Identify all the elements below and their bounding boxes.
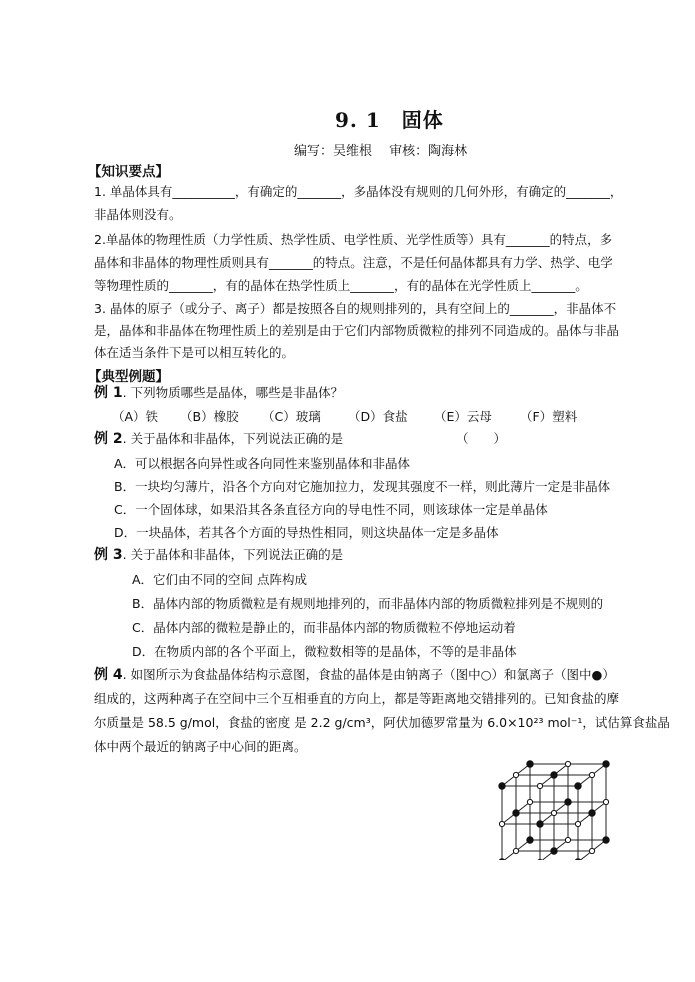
example-4-line1 — [94, 668, 615, 682]
sodium-ion — [565, 837, 570, 842]
chloride-ion — [603, 761, 609, 767]
chloride-ion — [499, 859, 505, 860]
example-2-option-c: C．一个固体球，如果沿其各条直径方向的导电性不同，则该球体一定是单晶体 — [114, 502, 548, 517]
sodium-ion — [537, 859, 542, 860]
example-3-option-b: B．晶体内部的物质微粒是有规则地排列的，而非晶体内部的物质微粒排列是不规则的 — [132, 596, 604, 611]
sodium-ion — [537, 783, 542, 788]
section-heading-examples: 【典型例题】 — [88, 369, 169, 385]
chloride-ion — [589, 810, 595, 816]
example-4-label: 例 4 — [94, 667, 123, 683]
chloride-ion — [565, 799, 571, 805]
chloride-ion — [499, 783, 505, 789]
knowledge-p3-line2: 是，晶体和非晶体在物理性质上的差别是由于它们内部物质微粒的排列不同造成的。晶体与非晶 — [94, 323, 620, 338]
sodium-ion — [589, 848, 594, 853]
example-2-label: 例 2 — [94, 431, 123, 447]
example-1-option-e: （E）云母 — [434, 409, 492, 424]
example-1-option-d: （D）食盐 — [348, 409, 408, 424]
knowledge-p1-line1: 1. 单晶体具有__________，有确定的_______，多晶体没有规则的几何外形，有确定的_______， — [94, 184, 623, 199]
knowledge-p1-line2: 非晶体则没有。 — [94, 207, 182, 222]
sodium-ion — [575, 821, 580, 826]
example-2-text: . 关于晶体和非晶体，下列说法正确的是 — [122, 431, 344, 446]
sodium-ion — [565, 761, 570, 766]
nacl-crystal-lattice-diagram — [496, 750, 616, 860]
example-3-text: . 关于晶体和非晶体，下列说法正确的是 — [122, 547, 344, 562]
sodium-ion — [499, 821, 504, 826]
knowledge-p2-line2: 晶体和非晶体的物理性质则具有_______的特点。注意，不是任何晶体都具有力学、热学、电学 — [94, 255, 613, 270]
chloride-ion — [551, 772, 557, 778]
chloride-ion — [575, 859, 581, 860]
example-2-option-b: B．一块均匀薄片，沿各个方向对它施加拉力，发现其强度不一样，则此薄片一定是非晶体 — [114, 479, 611, 494]
example-3-option-c: C．晶体内部的微粒是静止的，而非晶体内部的物质微粒不停地运动着 — [132, 620, 516, 635]
knowledge-p3-line3: 体在适当条件下是可以相互转化的。 — [94, 345, 295, 360]
example-4-line4: 体中两个最近的钠离子中心间的距离。 — [94, 739, 307, 754]
chloride-ion — [537, 821, 543, 827]
example-2-question — [94, 432, 343, 446]
example-1-label: 例 1 — [94, 385, 123, 401]
page-title: 9. 1 固体 — [335, 108, 444, 132]
example-1-question — [94, 386, 343, 400]
sodium-ion — [513, 772, 518, 777]
example-4-line2: 组成的，这两种离子在空间中三个互相垂直的方向上，都是等距离地交错排列的。已知食盐的摩 — [94, 691, 620, 706]
example-3-option-d: D．在物质内部的各个平面上，微粒数相等的是晶体，不等的是非晶体 — [132, 644, 517, 659]
example-2-option-d: D．一块晶体，若其各个方面的导热性相同，则这块晶体一定是多晶体 — [114, 525, 499, 540]
knowledge-p2-line3: 等物理性质的_______，有的晶体在热学性质上_______，有的晶体在光学性质上_______。 — [94, 278, 588, 293]
byline: 编写：吴维根 审核：陶海林 — [294, 144, 468, 159]
chloride-ion — [527, 837, 533, 843]
example-4-text-line1: . 如图所示为食盐晶体结构示意图，食盐的晶体是由钠离子（图中○）和氯离子（图中●） — [122, 667, 615, 682]
section-heading-knowledge: 【知识要点】 — [88, 164, 169, 180]
example-3-option-a: A．它们由不同的空间 点阵构成 — [132, 572, 308, 587]
chloride-ion — [527, 761, 533, 767]
example-2-answer-blank: （ ） — [456, 431, 507, 446]
example-1-option-f: （F）塑料 — [520, 409, 578, 424]
knowledge-p3-line1: 3. 晶体的原子（或分子、离子）都是按照各自的规则排列的，具有空间上的_______，非晶体不 — [94, 301, 617, 316]
chloride-ion — [575, 783, 581, 789]
example-3-label: 例 3 — [94, 547, 123, 563]
chloride-ion — [551, 848, 557, 854]
example-1-option-b: （B）橡胶 — [180, 409, 239, 424]
example-2-option-a: A．可以根据各向异性或各向同性来鉴别晶体和非晶体 — [114, 456, 411, 471]
example-3-question — [94, 548, 343, 562]
example-1-option-c: （C）玻璃 — [262, 409, 321, 424]
chloride-ion — [513, 810, 519, 816]
example-4-line3: 尔质量是 58.5 g/mol，食盐的密度 是 2.2 g/cm³，阿伏加德罗常量为 6.0×10²³ mol⁻¹，试估算食盐晶 — [94, 715, 670, 730]
knowledge-p2-line1: 2.单晶体的物理性质（力学性质、热学性质、电学性质、光学性质等）具有_______的特点，多 — [94, 232, 613, 247]
sodium-ion — [527, 799, 532, 804]
sodium-ion — [589, 772, 594, 777]
example-1-option-a: （A）铁 — [112, 409, 159, 424]
chloride-ion — [603, 837, 609, 843]
sodium-ion — [513, 848, 518, 853]
sodium-ion — [603, 799, 608, 804]
sodium-ion — [551, 810, 556, 815]
example-1-text: . 下列物质哪些是晶体，哪些是非晶体？ — [122, 385, 344, 400]
